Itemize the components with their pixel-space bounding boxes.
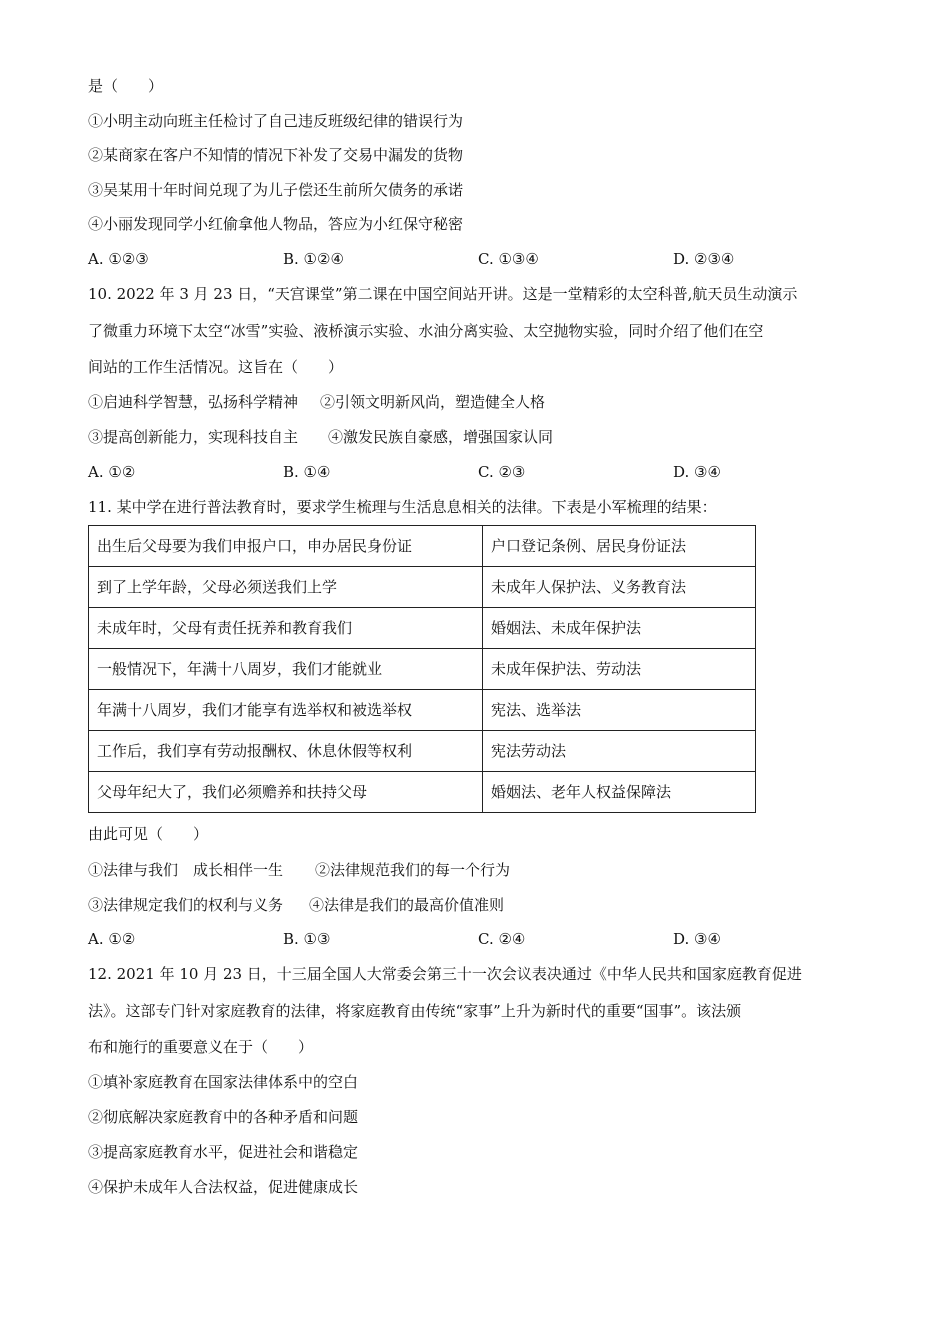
table-cell-situation: 父母年纪大了，我们必须赡养和扶持父母: [89, 772, 483, 813]
q11-items-row-2: [88, 895, 504, 915]
table-row: [89, 608, 756, 649]
q9-item-2: ②某商家在客户不知情的情况下补发了交易中漏发的货物: [88, 146, 464, 164]
q10-stem-line-2: 了微重力环境下太空“冰雪”实验、液桥演示实验、水油分离实验、太空抛物实验，同时介绍了他们在空: [88, 322, 764, 340]
q10-items-row-2: [88, 427, 553, 447]
table-cell-situation: 工作后，我们享有劳动报酬权、休息休假等权利: [89, 731, 483, 772]
table-cell-situation: 一般情况下，年满十八周岁，我们才能就业: [89, 649, 483, 690]
table-row: [89, 772, 756, 813]
q9-item-3: ③吴某用十年时间兑现了为儿子偿还生前所欠债务的承诺: [88, 181, 464, 199]
q12-stem-line-3: 布和施行的重要意义在于（ ）: [88, 1038, 314, 1056]
table-cell-law: 婚姻法、老年人权益保障法: [483, 772, 756, 813]
q9-option-c[interactable]: C. ①③④: [478, 250, 539, 268]
q11-item-4: ④法律是我们的最高价值准则: [309, 896, 505, 914]
table-cell-situation: 出生后父母要为我们申报户口，申办居民身份证: [89, 526, 483, 567]
table-cell-situation: 未成年时，父母有责任抚养和教育我们: [89, 608, 483, 649]
q11-after: 由此可见（ ）: [88, 825, 209, 843]
q10-stem-line-1: 10. 2022 年 3 月 23 日，“天宫课堂”第二课在中国空间站开讲。这是一堂精彩的太空科普,航天员生动演示: [88, 285, 798, 303]
q10-option-d[interactable]: D. ③④: [673, 463, 721, 481]
q12-item-1: ①填补家庭教育在国家法律体系中的空白: [88, 1073, 359, 1091]
q9-option-a[interactable]: A. ①②③: [88, 250, 149, 268]
q10-stem-line-3: 间站的工作生活情况。这旨在（ ）: [88, 358, 344, 376]
q10-item-3: ③提高创新能力，实现科技自主: [88, 428, 299, 446]
q11-option-a[interactable]: A. ①②: [88, 930, 136, 948]
q10-option-b[interactable]: B. ①④: [283, 463, 331, 481]
q11-option-c[interactable]: C. ②④: [478, 930, 526, 948]
q10-option-c[interactable]: C. ②③: [478, 463, 526, 481]
table-row: [89, 567, 756, 608]
q11-option-d[interactable]: D. ③④: [673, 930, 721, 948]
q9-stem-tail: 是（ ）: [88, 77, 164, 95]
q11-item-3: ③法律规定我们的权利与义务: [88, 896, 284, 914]
q11-options: [88, 929, 848, 949]
q10-items-row-1: [88, 392, 545, 412]
q11-option-b[interactable]: B. ①③: [283, 930, 331, 948]
table-cell-law: 未成年保护法、劳动法: [483, 649, 756, 690]
q12-item-3: ③提高家庭教育水平，促进社会和谐稳定: [88, 1143, 359, 1161]
q9-option-d[interactable]: D. ②③④: [673, 250, 735, 268]
table-cell-law: 婚姻法、未成年保护法: [483, 608, 756, 649]
q11-item-2: ②法律规范我们的每一个行为: [315, 861, 511, 879]
q11-items-row-1: [88, 860, 510, 880]
q10-option-a[interactable]: A. ①②: [88, 463, 136, 481]
law-table: [88, 525, 756, 813]
q10-item-2: ②引领文明新风尚，塑造健全人格: [320, 393, 546, 411]
table-cell-situation: 年满十八周岁，我们才能享有选举权和被选举权: [89, 690, 483, 731]
q9-item-1: ①小明主动向班主任检讨了自己违反班级纪律的错误行为: [88, 112, 464, 130]
table-row: [89, 690, 756, 731]
table-row: [89, 649, 756, 690]
table-cell-law: 户口登记条例、居民身份证法: [483, 526, 756, 567]
q12-item-4: ④保护未成年人合法权益，促进健康成长: [88, 1178, 359, 1196]
q11-item-1: ①法律与我们 成长相伴一生: [88, 861, 284, 879]
table-cell-law: 宪法劳动法: [483, 731, 756, 772]
table-cell-law: 未成年人保护法、义务教育法: [483, 567, 756, 608]
table-row: [89, 526, 756, 567]
q12-stem-line-2: 法》。这部专门针对家庭教育的法律，将家庭教育由传统“家事”上升为新时代的重要“国事”。该法颁: [88, 1002, 742, 1020]
q10-item-4: ④激发民族自豪感，增强国家认同: [328, 428, 554, 446]
table-cell-law: 宪法、选举法: [483, 690, 756, 731]
q12-item-2: ②彻底解决家庭教育中的各种矛盾和问题: [88, 1108, 359, 1126]
q12-stem-line-1: 12. 2021 年 10 月 23 日，十三届全国人大常委会第三十一次会议表决通过《中华人民共和国家庭教育促进: [88, 965, 802, 983]
q9-options: [88, 249, 848, 269]
q10-item-1: ①启迪科学智慧，弘扬科学精神: [88, 393, 299, 411]
table-cell-situation: 到了上学年龄，父母必须送我们上学: [89, 567, 483, 608]
q11-stem: 11. 某中学在进行普法教育时，要求学生梳理与生活息息相关的法律。下表是小军梳理的结果：: [88, 498, 717, 516]
q9-item-4: ④小丽发现同学小红偷拿他人物品，答应为小红保守秘密: [88, 215, 464, 233]
table-row: [89, 731, 756, 772]
q9-option-b[interactable]: B. ①②④: [283, 250, 344, 268]
q10-options: [88, 462, 848, 482]
